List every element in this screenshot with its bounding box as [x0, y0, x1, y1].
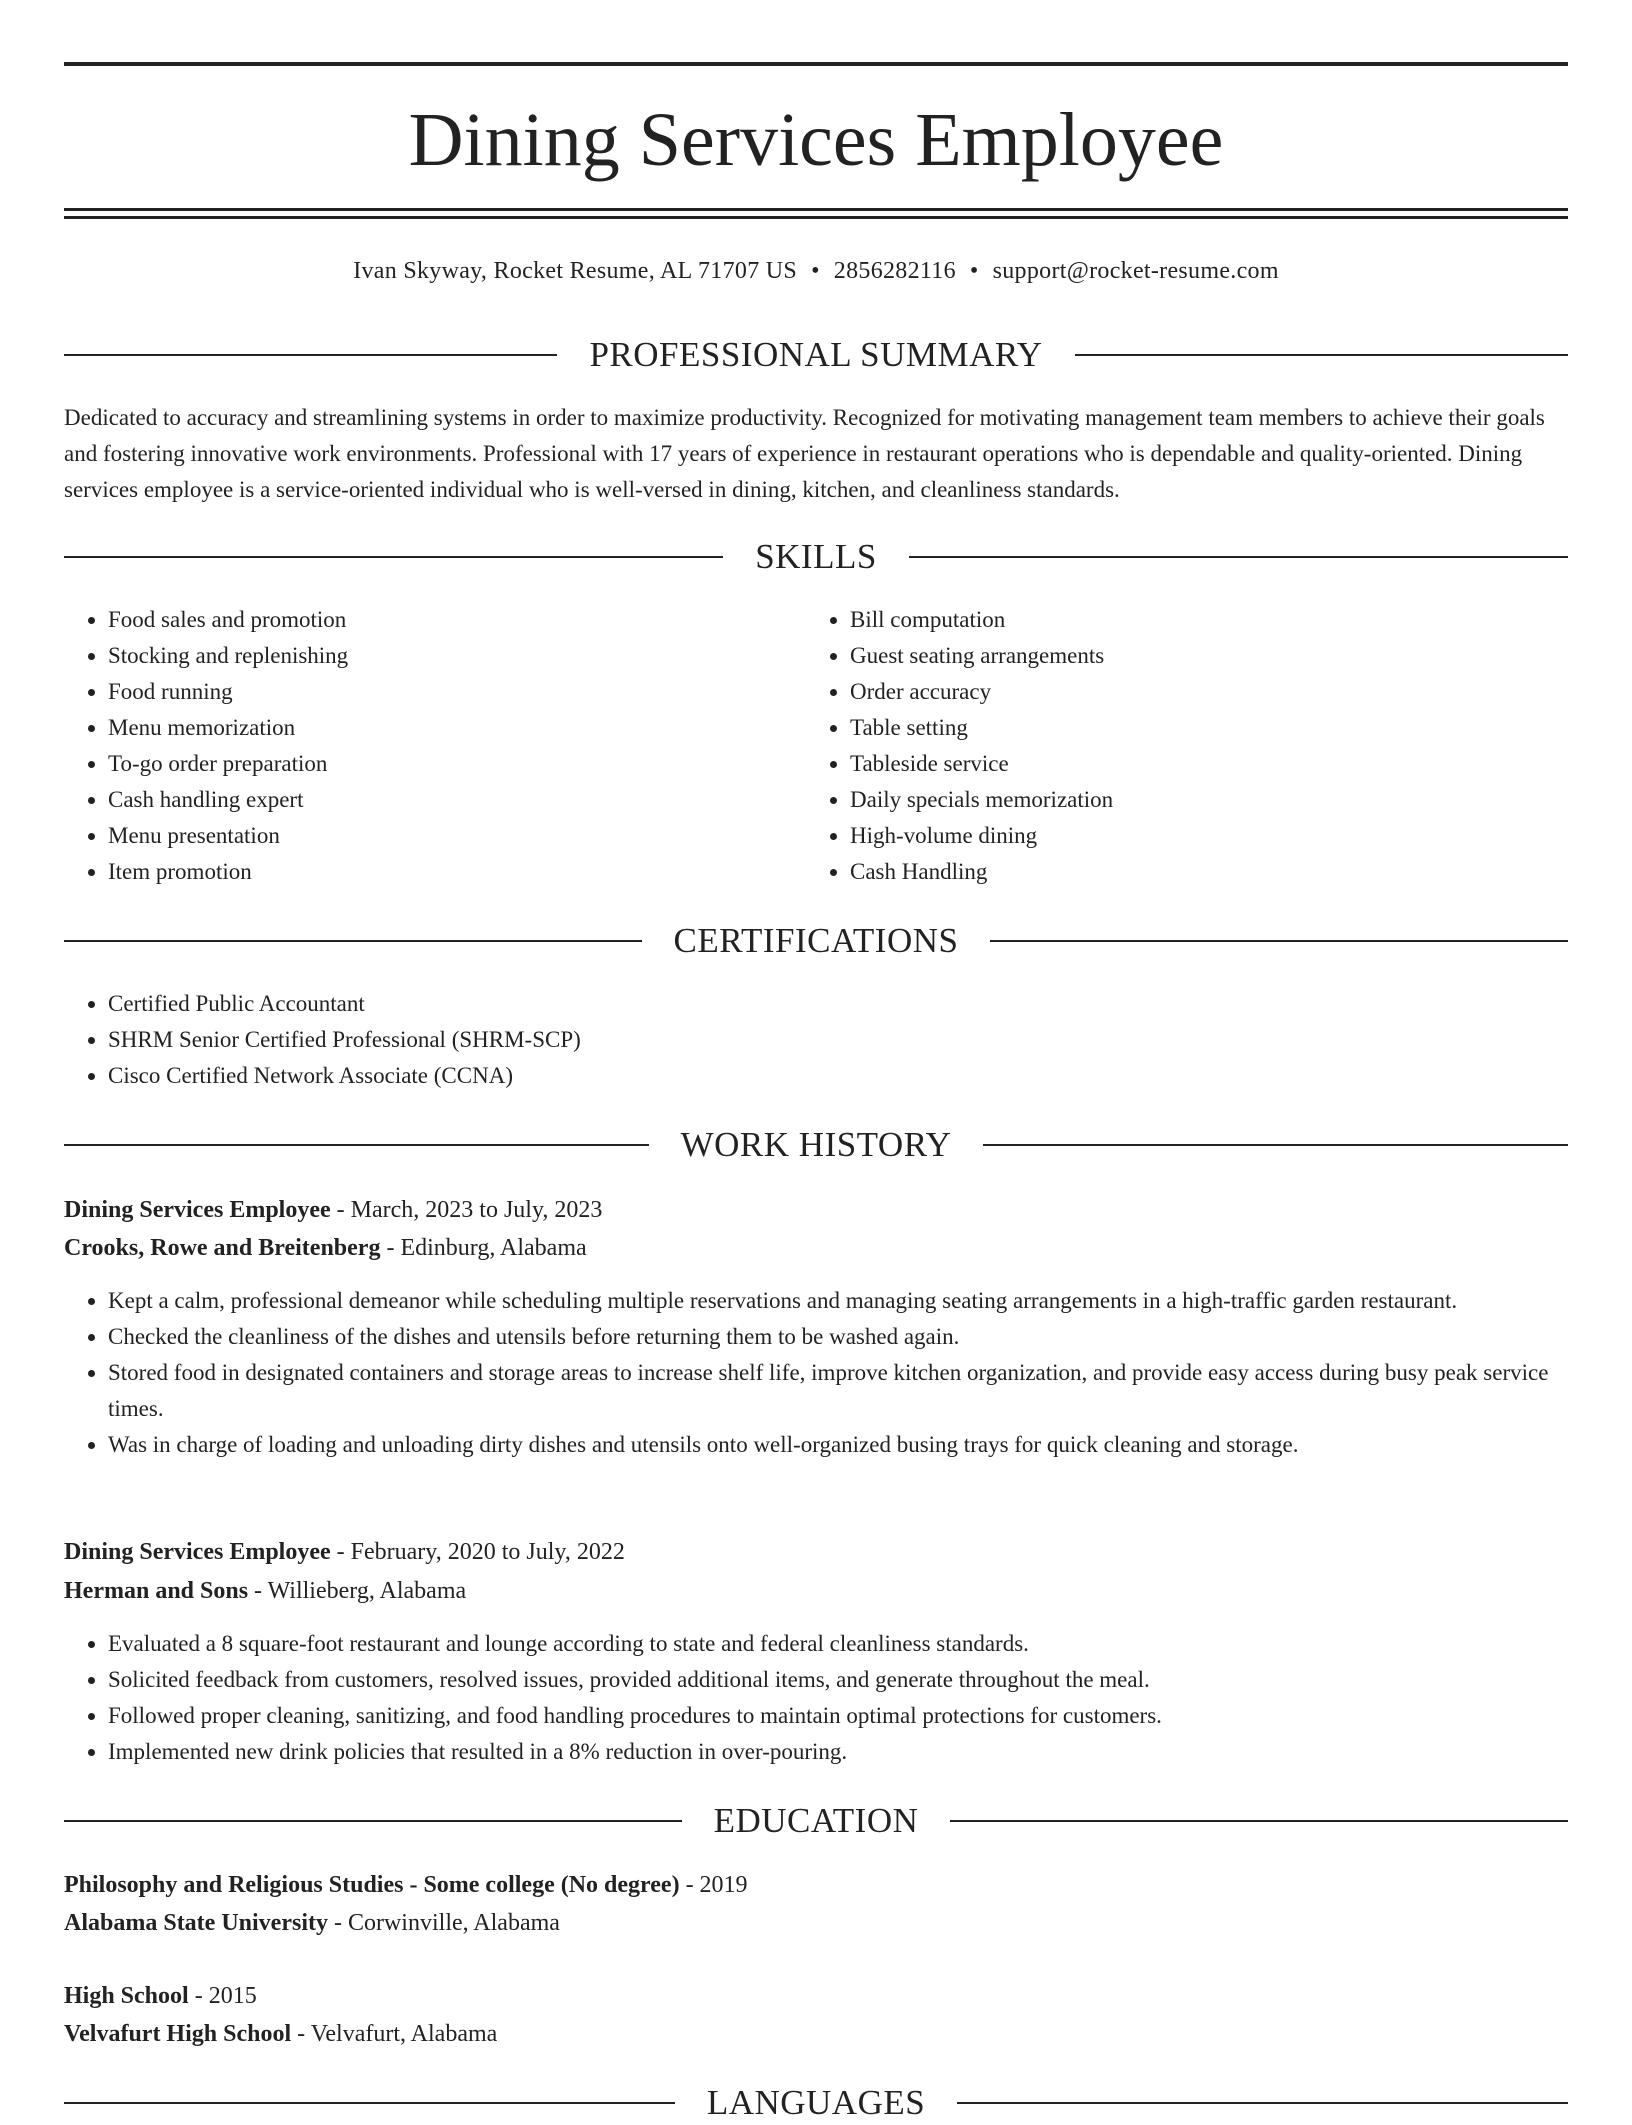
- heading-rule: [983, 1144, 1568, 1146]
- certification-item: • Cisco Certified Network Associate (CCNA): [108, 1058, 1568, 1094]
- certification-item: • SHRM Senior Certified Professional (SHRM-SCP): [108, 1022, 1568, 1058]
- job-duty-item: • Implemented new drink policies that resulted in a 8% reduction in over-pouring.: [108, 1734, 1568, 1770]
- skill-item: • Menu memorization: [108, 710, 808, 746]
- heading-rule: [64, 940, 642, 942]
- contact-line: [64, 254, 1568, 288]
- header-top-rule: [64, 62, 1568, 66]
- job-duty-item: • Followed proper cleaning, sanitizing, and food handling procedures to maintain optimal protections for customers.: [108, 1698, 1568, 1734]
- education-school: Velvafurt High School: [64, 2021, 292, 2047]
- education-location: - Corwinville, Alabama: [327, 1910, 560, 1936]
- education-degree-line: [64, 1866, 1568, 1904]
- job-duty-item: • Stored food in designated containers and storage areas to increase shelf life, improve kitchen organization, and provide easy access during busy peak service times.: [108, 1355, 1568, 1427]
- heading-rule: [64, 1820, 682, 1822]
- job-dates: - February, 2020 to July, 2022: [330, 1539, 625, 1565]
- summary-text: Dedicated to accuracy and streamlining systems in order to maximize productivity. Recognized for motivating management team members to achieve their goals and fostering innovative work environments. Professional with 17 years of experience in restaurant operations who is dependable and quality-oriented. Dining services employee is a service-oriented individual who is well-versed in dining, kitchen, and cleanliness standards.: [64, 405, 1545, 502]
- skill-item: • Item promotion: [108, 854, 808, 890]
- skill-item: • Daily specials memorization: [850, 782, 1550, 818]
- certification-item: • Certified Public Accountant: [108, 986, 1568, 1022]
- resume-title: Dining Services Employee: [408, 98, 1224, 182]
- job-location: - Edinburg, Alabama: [380, 1235, 587, 1261]
- skill-item: • High-volume dining: [850, 818, 1550, 854]
- skills-list-left: [64, 602, 808, 890]
- job-dates: - March, 2023 to July, 2023: [330, 1197, 603, 1223]
- skill-item: • Bill computation: [850, 602, 1550, 638]
- skill-item: • Food sales and promotion: [108, 602, 808, 638]
- heading-rule: [64, 1144, 649, 1146]
- job-title-line: [64, 1533, 1568, 1571]
- heading-label: WORK HISTORY: [680, 1125, 952, 1164]
- job-company-line: [64, 1572, 1568, 1610]
- heading-rule: [950, 1820, 1568, 1822]
- job-title: Dining Services Employee: [64, 1539, 331, 1565]
- job-title-line: [64, 1191, 1568, 1229]
- education-year: - 2015: [188, 1983, 257, 2009]
- education-school-line: [64, 1904, 1568, 1942]
- education-school: Alabama State University: [64, 1910, 328, 1936]
- heading-rule: [64, 2102, 675, 2104]
- skill-item: • Order accuracy: [850, 674, 1550, 710]
- skill-item: • Guest seating arrangements: [850, 638, 1550, 674]
- section-heading-summary: [64, 333, 1568, 377]
- heading-rule: [909, 556, 1568, 558]
- certifications-list: [64, 986, 1568, 1094]
- job-location: - Willieberg, Alabama: [248, 1578, 467, 1604]
- section-heading-languages: [64, 2081, 1568, 2125]
- skills-list-right: [806, 602, 1550, 890]
- job-duty-item: • Was in charge of loading and unloading dirty dishes and utensils onto well-organized busing trays for quick cleaning and storage.: [108, 1427, 1568, 1463]
- skill-item: • To-go order preparation: [108, 746, 808, 782]
- job-company-line: [64, 1229, 1568, 1267]
- job-duty-item: • Solicited feedback from customers, resolved issues, provided additional items, and generate throughout the meal.: [108, 1662, 1568, 1698]
- education-degree: Philosophy and Religious Studies - Some college (No degree): [64, 1872, 680, 1898]
- header-double-rule-lower: [64, 216, 1568, 219]
- heading-label: SKILLS: [755, 537, 877, 576]
- heading-rule: [957, 2102, 1568, 2104]
- job-title: Dining Services Employee: [64, 1197, 331, 1223]
- heading-label: PROFESSIONAL SUMMARY: [589, 335, 1043, 374]
- job-company: Crooks, Rowe and Breitenberg: [64, 1235, 381, 1261]
- contact-separator: •: [969, 258, 979, 284]
- skill-item: • Tableside service: [850, 746, 1550, 782]
- section-heading-education: [64, 1799, 1568, 1843]
- section-heading-skills: [64, 535, 1568, 579]
- heading-label: LANGUAGES: [706, 2083, 926, 2122]
- contact-email[interactable]: support@rocket-resume.com: [992, 258, 1279, 284]
- contact-address: Ivan Skyway, Rocket Resume, AL 71707 US: [353, 258, 798, 284]
- heading-rule: [64, 354, 557, 356]
- contact-separator: •: [811, 258, 820, 284]
- skill-item: • Food running: [108, 674, 808, 710]
- job-duty-item: • Checked the cleanliness of the dishes and utensils before returning them to be washed again.: [108, 1319, 1568, 1355]
- education-school-line: [64, 2015, 1568, 2053]
- heading-label: EDUCATION: [713, 1801, 919, 1840]
- contact-phone: 2856282116: [833, 258, 956, 284]
- job-duties-list: [64, 1626, 1568, 1770]
- section-heading-certifications: [64, 919, 1568, 963]
- heading-rule: [1075, 354, 1568, 356]
- education-degree: High School: [64, 1983, 189, 2009]
- heading-rule: [990, 940, 1568, 942]
- heading-label: CERTIFICATIONS: [673, 921, 959, 960]
- education-location: - Velvafurt, Alabama: [291, 2021, 498, 2047]
- education-year: - 2019: [679, 1872, 748, 1898]
- skill-item: • Cash Handling: [850, 854, 1550, 890]
- skill-item: • Table setting: [850, 710, 1550, 746]
- header-double-rule-upper: [64, 208, 1568, 211]
- job-company: Herman and Sons: [64, 1578, 249, 1604]
- education-degree-line: [64, 1977, 1568, 2015]
- job-duty-item: • Kept a calm, professional demeanor while scheduling multiple reservations and managing seating arrangements in a high-traffic garden restaurant.: [108, 1283, 1568, 1319]
- skill-item: • Cash handling expert: [108, 782, 808, 818]
- skill-item: • Menu presentation: [108, 818, 808, 854]
- job-duty-item: • Evaluated a 8 square-foot restaurant and lounge according to state and federal cleanliness standards.: [108, 1626, 1568, 1662]
- heading-rule: [64, 556, 723, 558]
- section-heading-work-history: [64, 1123, 1568, 1167]
- job-duties-list: [64, 1283, 1568, 1463]
- skill-item: • Stocking and replenishing: [108, 638, 808, 674]
